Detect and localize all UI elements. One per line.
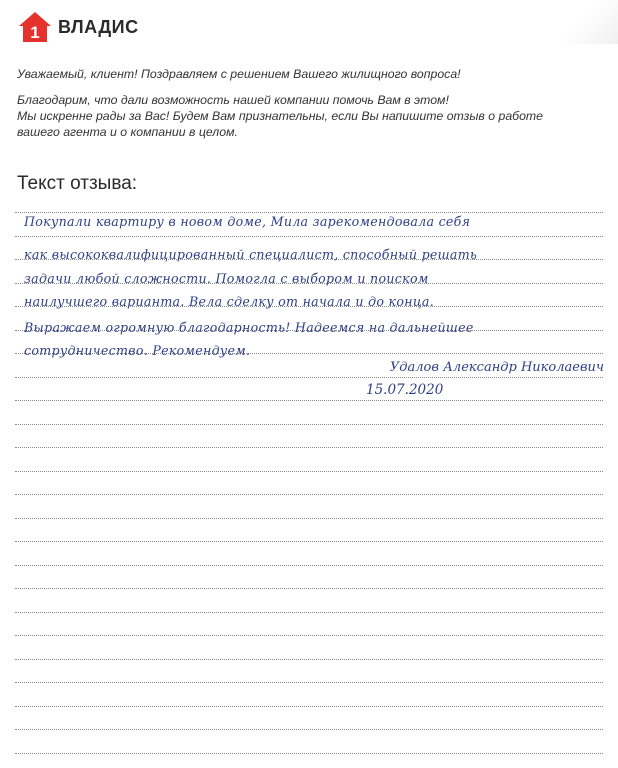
ruled-line (15, 541, 603, 542)
ruled-line (15, 706, 603, 707)
brand-logo (18, 11, 139, 43)
ruled-line (15, 588, 603, 589)
review-line-2: как высококвалифицированный специалист, способный решать (24, 247, 478, 262)
review-line-1: Покупали квартиру в новом доме, Мила зарекомендовала себя (24, 214, 471, 229)
ruled-line (15, 236, 603, 237)
brand-name: ВЛАДИС (58, 16, 139, 37)
thanks-line-2: Мы искренне рады за Вас! Будем Вам признательны, если Вы напишите отзыв о работе (17, 109, 544, 123)
review-date: 15.07.2020 (366, 382, 444, 398)
ruled-line (15, 612, 603, 613)
ruled-line (15, 635, 603, 636)
ruled-line (15, 494, 603, 495)
review-line-3: задачи любой сложности. Помогла с выбором и поиском (24, 271, 429, 286)
review-line-6: сотрудничество. Рекомендуем. (24, 343, 251, 358)
thanks-line-3: вашего агента и о компании в целом. (17, 125, 238, 139)
ruled-line (15, 729, 603, 730)
ruled-line (15, 447, 603, 448)
ruled-line (15, 518, 603, 519)
ruled-line (15, 424, 603, 425)
signature: Удалов Александр Николаевич (389, 360, 604, 375)
ruled-line (15, 377, 603, 378)
greeting: Уважаемый, клиент! Поздравляем с решением Вашего жилищного вопроса! (17, 67, 461, 81)
logo-digit: 1 (30, 23, 40, 42)
review-heading: Текст отзыва: (17, 173, 138, 194)
ruled-line (15, 400, 603, 401)
page-corner (558, 0, 618, 44)
ruled-line (15, 471, 603, 472)
house-icon (18, 11, 52, 43)
ruled-line (15, 659, 603, 660)
ruled-line (15, 565, 603, 566)
ruled-line (15, 682, 603, 683)
review-line-4: наилучшего варианта. Вела сделку от начала и до конца. (24, 294, 435, 309)
ruled-line (15, 212, 603, 213)
thanks-line-1: Благодарим, что дали возможность нашей компании помочь Вам в этом! (17, 93, 449, 107)
review-line-5: Выражаем огромную благодарность! Надеемся на дальнейшее (24, 320, 474, 335)
intro-text (17, 66, 607, 140)
ruled-line (15, 753, 603, 754)
